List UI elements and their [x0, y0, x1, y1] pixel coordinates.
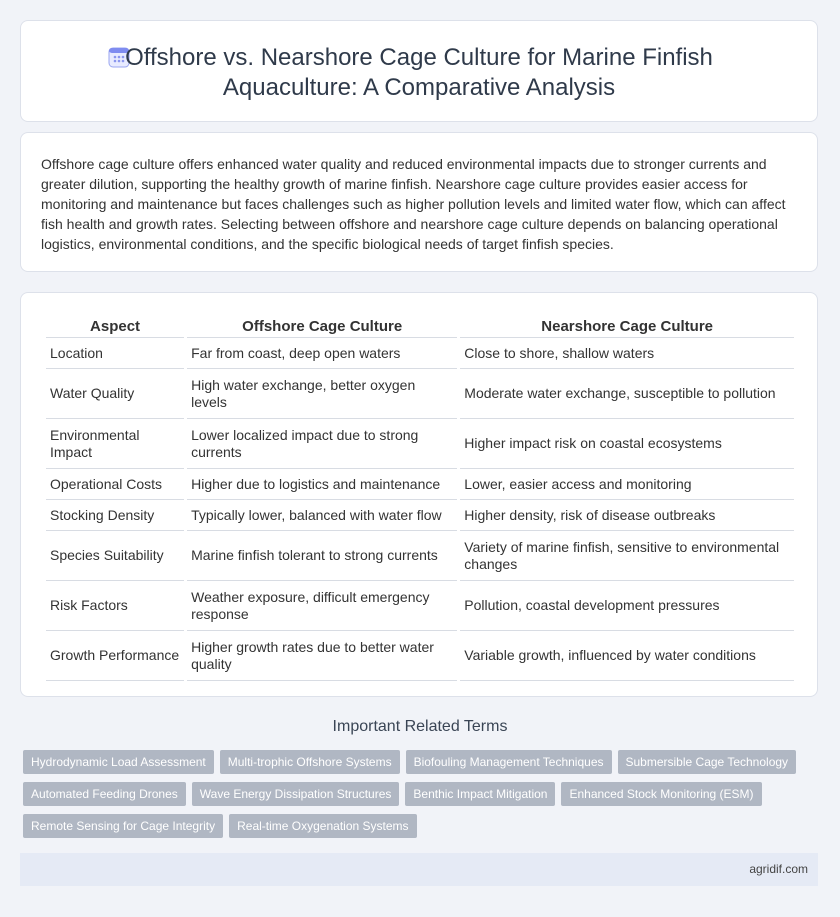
table-row: [46, 581, 794, 631]
nearshore-cell: Higher density, risk of disease outbreaks: [460, 500, 794, 531]
nearshore-cell: Pollution, coastal development pressures: [460, 581, 794, 631]
related-terms-title: Important Related Terms: [332, 718, 508, 735]
nearshore-cell: Close to shore, shallow waters: [460, 338, 794, 369]
related-term-tag[interactable]: Wave Energy Dissipation Structures: [192, 782, 400, 806]
nearshore-cell: Lower, easier access and monitoring: [460, 469, 794, 500]
aspect-cell: Species Suitability: [46, 531, 184, 581]
related-term-tag[interactable]: Remote Sensing for Cage Integrity: [23, 814, 223, 838]
offshore-cell: Higher growth rates due to better water quality: [187, 631, 457, 681]
intro-card: [20, 132, 818, 272]
title-card: [20, 20, 818, 122]
page-title-line-1: Offshore vs. Nearshore Cage Culture for Marine Finfish: [125, 44, 713, 71]
footer-site-link[interactable]: agridif.com: [749, 862, 808, 876]
table-row: [46, 469, 794, 500]
related-term-tag[interactable]: Enhanced Stock Monitoring (ESM): [561, 782, 761, 806]
offshore-cell: Typically lower, balanced with water flow: [187, 500, 457, 531]
aspect-cell: Risk Factors: [46, 581, 184, 631]
table-row: [46, 369, 794, 419]
related-term-tag[interactable]: Automated Feeding Drones: [23, 782, 186, 806]
aspect-cell: Growth Performance: [46, 631, 184, 681]
comparison-table-card: [20, 292, 818, 697]
aspect-cell: Location: [46, 338, 184, 369]
related-term-tag[interactable]: Biofouling Management Techniques: [406, 750, 612, 774]
related-term-tag[interactable]: Real-time Oxygenation Systems: [229, 814, 416, 838]
related-terms-list: [23, 750, 813, 846]
offshore-cell: Far from coast, deep open waters: [187, 338, 457, 369]
aspect-cell: Environmental Impact: [46, 419, 184, 469]
table-row: [46, 631, 794, 681]
header-aspect: Aspect: [46, 315, 184, 338]
table-row: [46, 531, 794, 581]
aspect-cell: Stocking Density: [46, 500, 184, 531]
footer-bar: [20, 853, 818, 886]
related-term-tag[interactable]: Submersible Cage Technology: [618, 750, 797, 774]
table-row: [46, 500, 794, 531]
aspect-cell: Water Quality: [46, 369, 184, 419]
offshore-cell: Weather exposure, difficult emergency response: [187, 581, 457, 631]
aspect-cell: Operational Costs: [46, 469, 184, 500]
offshore-cell: Higher due to logistics and maintenance: [187, 469, 457, 500]
comparison-table: [43, 315, 797, 681]
offshore-cell: Marine finfish tolerant to strong currents: [187, 531, 457, 581]
header-nearshore: Nearshore Cage Culture: [460, 315, 794, 338]
related-term-tag[interactable]: Benthic Impact Mitigation: [405, 782, 555, 806]
nearshore-cell: Higher impact risk on coastal ecosystems: [460, 419, 794, 469]
table-header-row: [46, 315, 794, 338]
related-term-tag[interactable]: Hydrodynamic Load Assessment: [23, 750, 214, 774]
nearshore-cell: Moderate water exchange, susceptible to pollution: [460, 369, 794, 419]
offshore-cell: Lower localized impact due to strong currents: [187, 419, 457, 469]
intro-paragraph: Offshore cage culture offers enhanced water quality and reduced environmental impacts due to stronger currents and greater dilution, supporting the healthy growth of marine finfish. Nearshore cage culture provides easier access for monitoring and maintenance but faces challenges such as higher pollution levels and limited water flow, which can affect fish health and growth rates. Selecting between offshore and nearshore cage culture depends on balancing operational logistics, environmental conditions, and the specific biological needs of target finfish species.: [41, 156, 786, 252]
offshore-cell: High water exchange, better oxygen levels: [187, 369, 457, 419]
related-term-tag[interactable]: Multi-trophic Offshore Systems: [220, 750, 400, 774]
header-offshore: Offshore Cage Culture: [187, 315, 457, 338]
table-row: [46, 419, 794, 469]
page-title-line-2: Aquaculture: A Comparative Analysis: [222, 74, 616, 101]
nearshore-cell: Variable growth, influenced by water conditions: [460, 631, 794, 681]
nearshore-cell: Variety of marine finfish, sensitive to environmental changes: [460, 531, 794, 581]
table-row: [46, 338, 794, 369]
page-title: [21, 43, 817, 103]
